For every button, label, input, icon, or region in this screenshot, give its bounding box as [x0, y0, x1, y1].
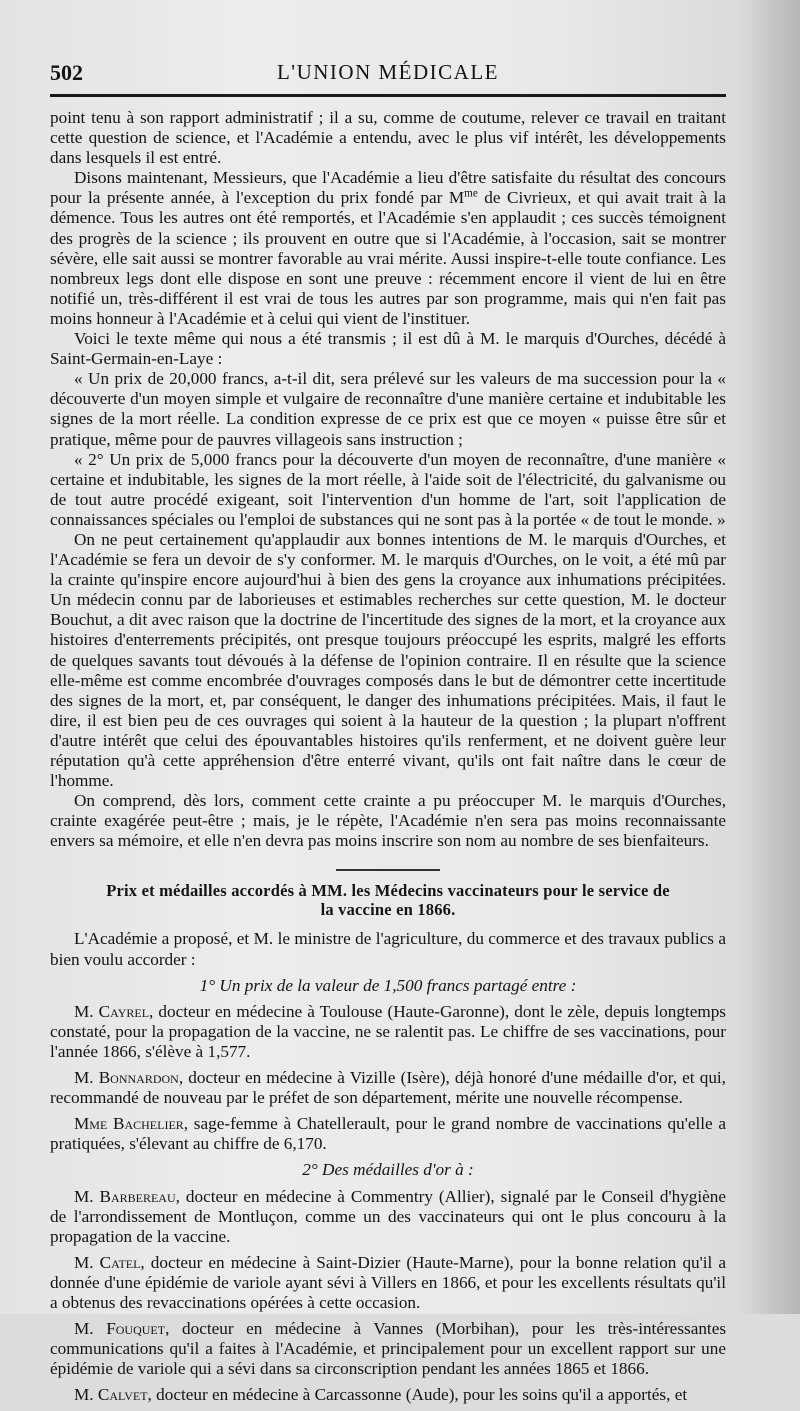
paragraph: On ne peut certainement qu'applaudir aux bonnes intentions de M. le marquis d'Ourches, et l'Académie se fera un devoir de s'y conformer. M. le marquis d'Ourches, on le voit, a été mû par la crainte qu'inspire encore aujourd'hui à bien des gens la croyance aux inhumations précipitées. Un médecin connu par de laborieuses et estimables recherches sur cette question, M. le docteur Bouchut, a dit avec raison que la doctrine de l'incertitude des signes de la mort, et la croyance aux histoires d'enterrements précipités, ont presque toujours préoccupé les esprits, malgré les efforts de quelques savants tout dévoués à la défense de l'opinion contraire. Il en résulte que la science elle-même est comme encombrée d'ouvrages composés dans le but de démontrer cette incertitude des signes de la mort, et, par conséquent, le danger des inhumations précipitées. Mais, il faut le dire, il est bien peu de ces ouvrages qui soient à la hauteur de la question ; la plupart n'offrent d'autre intérêt que celui des épouvantables histoires qu'ils renferment, et ne doivent guère leur réputation qu'à cette appréhension d'être enterré vivant, qu'ils ont fait naître dans le cœur de l'homme. [50, 529, 726, 791]
section-title: Prix et médailles accordés à MM. les Médecins vaccinateurs pour le service de la vaccine en 1866. [106, 881, 670, 920]
award-reason: docteur en médecine à Toulouse (Haute-Garonne), dont le zèle, depuis longtemps constaté, pour la propagation de la vaccine, ne se ralentit pas. Le chiffre de ses vaccinations, pour l'année 1866, s'élève à 1,577. [50, 1001, 726, 1061]
award-entry [50, 1002, 726, 1062]
recipient-name: M. Catel, [74, 1252, 145, 1272]
award-entry [50, 1253, 726, 1313]
recipient-name: M. Calvet, [74, 1385, 152, 1405]
paragraph: On comprend, dès lors, comment cette crainte a pu préoccuper M. le marquis d'Ourches, crainte exagérée peut-être ; mais, je le répète, l'Académie n'en sera pas moins reconnaissante envers sa mémoire, et elle n'en devra pas moins inscrire son nom au nombre de ses bienfaiteurs. [50, 791, 726, 851]
recipient-name: M. Fouquet, [74, 1319, 170, 1339]
page-number: 502 [50, 60, 83, 85]
recipient-name: Mme Bachelier, [74, 1114, 189, 1134]
paragraph: Disons maintenant, Messieurs, que l'Académie a lieu d'être satisfaite du résultat des concours pour la présente année, à l'exception du prix fondé par $M^{me}$ de Civrieux, et qui avait trait à la démence. Tous les autres ont été remportés, et l'Académie s'en applaudit ; ces succès témoignent des progrès de la science ; ils prouvent en outre que si l'Académie, à l'occasion, sait se montrer sévère, elle sait aussi se montrer favorable au vrai mérite. Aussi inspire-t-elle toute confiance. Les nombreux legs dont elle dispose en sont une preuve : récemment encore il vient de lui en être notifié un, très-différent il est vrai de tous les autres par son programme, mais qui n'en fait pas moins honneur à l'Académie et à celui qui vient de l'instituer. [50, 168, 726, 328]
header-rule [50, 94, 726, 97]
prize-list [50, 1002, 726, 1155]
award-entry [50, 1319, 726, 1379]
page-header [50, 58, 726, 92]
section-intro: L'Académie a proposé, et M. le ministre de l'agriculture, du commerce et des travaux publics a bien voulu accorder : [50, 929, 726, 969]
award-reason: docteur en médecine à Vizille (Isère), déjà honoré d'une médaille d'or, et qui, recommandé de nouveau par le préfet de son département, mérite une nouvelle récompense. [50, 1068, 726, 1108]
award-reason: docteur en médecine à Commentry (Allier), signalé par le Conseil d'hygiène de l'arrondissement de Montluçon, comme un des vaccinateurs qui ont le plus concouru à la propagation de la vaccine. [50, 1186, 726, 1246]
quotation-paragraph: « 2° Un prix de 5,000 francs pour la découverte d'un moyen de reconnaître, d'une manière « certaine et indubitable, les signes de la mort réelle, à l'aide soit de l'électricité, du galvanisme ou de tout autre procédé exigeant, soit l'intervention d'un homme de l'art, soit l'application de connaissances spéciales ou l'emploi de substances qui ne sont pas à la portée « de tout le monde. » [50, 449, 726, 529]
page-edge-shadow [740, 0, 800, 1314]
recipient-name: M. Cayrel, [74, 1001, 154, 1021]
prize-heading: 1° Un prix de la valeur de 1,500 francs partagé entre : [199, 975, 577, 995]
award-reason: sage-femme à Chatellerault, pour le grand nombre de vaccinations qu'elle a pratiquées, s'élevant au chiffre de 6,170. [50, 1114, 726, 1154]
recipient-name: M. Barbereau, [74, 1186, 180, 1206]
award-reason: docteur en médecine à Vannes (Morbihan), pour les très-intéressantes communications qu'il a faites à l'Académie, et principalement pour un excellent rapport sur une épidémie de variole qui a sévi dans sa circonscription pendant les années 1865 et 1866. [50, 1319, 727, 1379]
medal-list [50, 1187, 726, 1406]
recipient-name: M. Bonnardon, [74, 1068, 184, 1088]
award-entry [50, 1187, 726, 1247]
medal-heading: 2° Des médailles d'or à : [302, 1160, 474, 1180]
award-entry [50, 1385, 726, 1405]
award-reason: docteur en médecine à Saint-Dizier (Haute-Marne), pour la bonne relation qu'il a donnée d'une épidémie de variole ayant sévi à Villers en 1866, et pour les excellents résultats qu'il a obtenus des revaccinations opérées à cette occasion. [50, 1252, 726, 1312]
paragraph: Voici le texte même qui nous a été transmis ; il est dû à M. le marquis d'Ourches, décédé à Saint-Germain-en-Laye : [50, 329, 726, 369]
article-body [50, 108, 726, 1411]
section-body [50, 929, 726, 1405]
running-title: L'UNION MÉDICALE [276, 60, 499, 84]
award-entry [50, 1068, 726, 1108]
section-separator [336, 869, 440, 871]
award-reason: docteur en médecine à Carcassonne (Aude), pour les soins qu'il a apportés, et [151, 1385, 688, 1405]
quotation-paragraph: « Un prix de 20,000 francs, a-t-il dit, sera prélevé sur les valeurs de ma succession pour la « découverte d'un moyen simple et vulgaire de reconnaître d'une manière certaine et indubitable les signes de la mort réelle. La condition expresse de ce prix est que ce moyen « puisse être sûr et pratique, même pour de pauvres villageois sans instruction ; [50, 369, 726, 449]
award-entry [50, 1114, 726, 1154]
paragraph: point tenu à son rapport administratif ; il a su, comme de coutume, relever ce travail en traitant cette question de science, et l'Académie a entendu, avec le plus vif intérêt, les développements dans lesquels il est entré. [50, 108, 726, 168]
